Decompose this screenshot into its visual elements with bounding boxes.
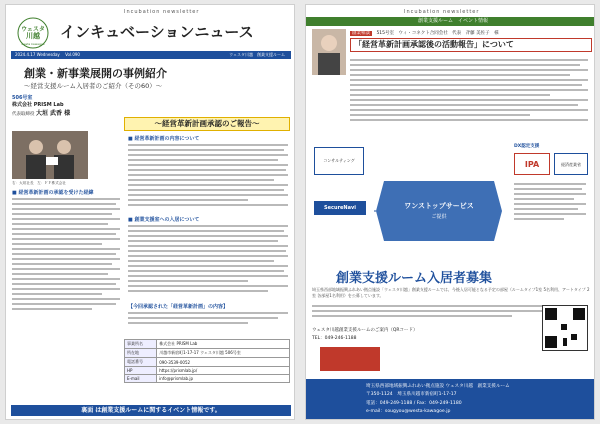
company-block [12,94,102,117]
onestop-hub-icon [374,171,504,251]
issue-volume: Vol.090 [65,52,80,57]
photo-caption: 右：大垣社長 左：ＦＦ株式会社 [12,181,66,185]
firm-name: ウィ・コネクト合同会社 [398,31,448,36]
table-row: E-mail info@prismlab.jp [125,375,290,383]
room-number: 515号室 [376,31,395,36]
body-text-lines [12,196,122,316]
section-heading: ■ 創業支援室への入居について [128,217,200,223]
recruit-tel: TEL：049-246-1188 [312,336,357,341]
onestop-sub: ご提供 [431,214,447,220]
section-heading: ■ 経営革新計画の承認を受けた経緯 [12,190,94,196]
securenavi-box: SecureNavi [314,201,366,215]
tenant-info [350,30,499,36]
date-bar [11,51,291,59]
back-page-note: 裏面 は創業支援ルームに関するイベント情報です。 [11,405,291,416]
section-heading: ■ 経営革新計画の内容について [128,136,200,142]
section-heading: 【今回承認された「経営革新計画」の内容】 [128,304,229,310]
qr-code-icon[interactable] [542,305,588,351]
footer-email[interactable]: e-mail：sougyou@westa-kawagoe.jp [366,409,451,415]
article-headline: 創業・新事業展開の事例紹介 [24,67,167,80]
body-text-lines [128,142,290,212]
consulting-box: コンサルティング [314,147,364,175]
table-row: 電話番号 090-3539-0052 [125,358,290,367]
footer-contact [306,379,595,420]
category-badge: 創業相談 [352,31,370,36]
left-column [12,189,122,320]
body-text-lines [350,57,590,127]
room-number: 506号室 [12,95,33,101]
onestop-title: ワンストップサービス [404,202,474,210]
rep-name: 大垣 武香 様 [35,110,71,117]
footer-address: 〒350-1124 埼玉県川越市新宿町1-17-17 [366,392,457,398]
issue-date: 2024.4.17 Wednesday [15,52,60,57]
photo-representative [312,29,346,75]
body-text-lines [128,223,290,299]
recruit-title: 創業支援ルーム入居者募集 [336,271,493,286]
footer-facility: 埼玉県西部地域振興ふれあい拠点施設 ウェスタ川越 創業支援ルーム [366,384,510,389]
right-column [128,135,290,334]
meti-logo: 経済産業省 [554,153,588,175]
newsletter-title: インキュベーションニュース [60,23,254,41]
newsletter-page-front [5,4,295,420]
service-diagram [314,131,590,261]
table-row: 所在地 川越市新宿町1-17-17 ウェスタ川越 506号室 [125,349,290,358]
photo-representatives [12,131,88,179]
ipa-logo: IPA [514,153,550,175]
rep-name: 代表 斉藤 美佐子 様 [452,31,499,36]
company-name: 株式会社 PRISM Lab [12,102,64,108]
table-row: 事業所名 株式会社 PRISM Lab [125,340,290,349]
announcement-banner: 〜経営革新計画承認のご報告〜 [124,117,290,131]
recruit-link[interactable]: ウェスタ川越創業支援ルームのご案内（QRコード） [312,328,418,333]
table-row: HP https://prismlab.jp/ [125,367,290,375]
westa-logo: ウェスタ 川越 westa kawagoe [14,17,52,51]
publisher-label: ウェスタ川越 創業支援ルーム [229,52,285,57]
contact-table [124,339,290,383]
dx-label: DX認定支援 [514,144,540,149]
article-headline: 「経営革新計画承認後の活動報告」について [350,38,592,52]
header-bar: 創業支援ルーム イベント情報 [306,17,595,26]
tagline: Incubation newsletter [404,9,480,15]
diagram-notes [514,181,588,251]
newsletter-page-back [305,4,595,420]
tagline: Incubation newsletter [124,9,200,15]
footer-phone: 電話：049-249-1188 / Fax：049-249-1180 [366,400,462,406]
article-subheadline: ～経営支援ルーム入居者のご紹介（その60）～ [24,82,163,90]
recruit-flyer-thumb[interactable] [320,347,380,371]
recruit-body: 埼玉県西部地域振興ふれあい拠点施設「ウェスタ川越」創業支援ルームでは、今後入居可能となる予定の部屋（ルームタイプ1室 5名利用、アートタイプ 2室 各部屋1名利用）を公募しています。 [312,287,590,298]
body-text-lines [128,310,290,330]
rep-title: 代表取締役 [12,112,35,117]
